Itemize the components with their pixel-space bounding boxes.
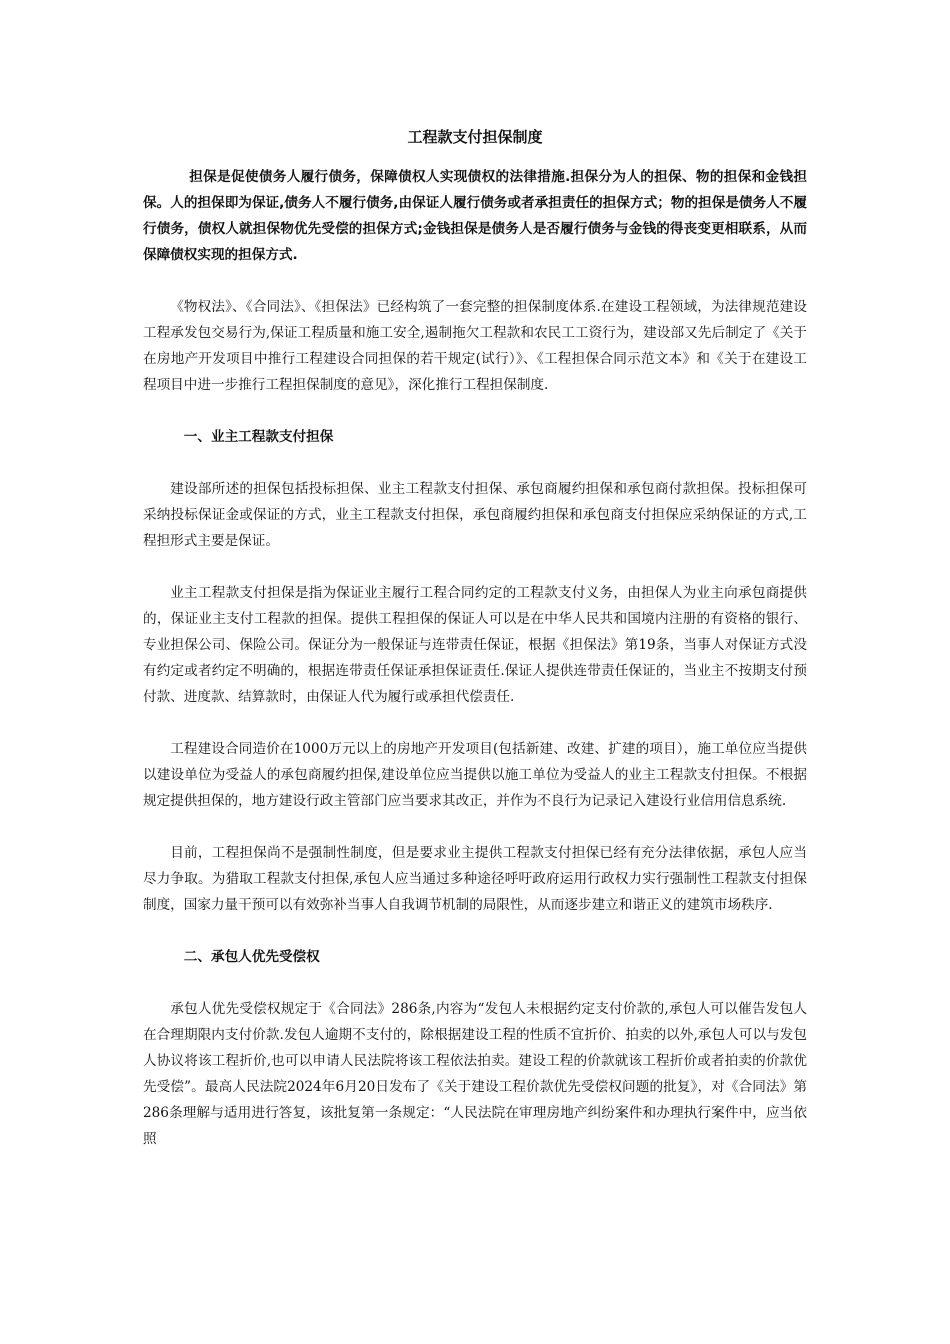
paragraph-gap <box>143 398 807 424</box>
paragraph-gap <box>143 710 807 736</box>
intro-paragraph: 担保是促使债务人履行债务，保障债权人实现债权的法律措施.担保分为人的担保、物的担保和金钱担保。人的担保即为保证,债务人不履行债务,由保证人履行债务或者承担责任的担保方式；物的担保是债务人不履行债务，债权人就担保物优先受偿的担保方式;金钱担保是债务人是否履行债务与金钱的得丧变更相联系，从而保障债权实现的担保方式. <box>143 169 807 263</box>
document-title: 工程款支付担保制度 <box>407 128 543 146</box>
paragraph-gap <box>143 554 807 580</box>
section1-paragraph-1: 建设部所述的担保包括投标担保、业主工程款支付担保、承包商履约担保和承包商付款担保。投标担保可采纳投标保证金或保证的方式，业主工程款支付担保，承包商履约担保和承包商支付担保应采纳保证的方式,工程担形式主要是保证。 <box>143 481 807 549</box>
paragraph-gap <box>143 268 807 294</box>
paragraph-gap <box>143 814 807 840</box>
section1-paragraph-2: 业主工程款支付担保是指为保证业主履行工程合同约定的工程款支付义务，由担保人为业主向承包商提供的，保证业主支付工程款的担保。提供工程担保的保证人可以是在中华人民共和国境内注册的有资格的银行、专业担保公司、保险公司。保证分为一般保证与连带责任保证，根据《担保法》第19条，当事人对保证方式没有约定或者约定不明确的，根据连带责任保证承担保证责任.保证人提供连带责任保证的，当业主不按期支付预付款、进度款、结算款时，由保证人代为履行或承担代偿责任. <box>143 585 807 705</box>
section2-heading: 二、承包人优先受偿权 <box>183 949 320 965</box>
paragraph-gap <box>143 450 807 476</box>
paragraph-gap <box>143 918 807 944</box>
section2-paragraph-1: 承包人优先受偿权规定于《合同法》286条,内容为“发包人未根据约定支付价款的,承包人可以催告发包人在合理期限内支付价款.发包人逾期不支付的，除根据建设工程的性质不宜折价、拍卖的以外,承包人可以与发包人协议将该工程折价,也可以申请人民法院将该工程依法拍卖。建设工程的价款就该工程折价或者拍卖的价款优先受偿”。最高人民法院2024年6月20日发布了《关于建设工程价款优先受偿权问题的批复》，对《合同法》第286条理解与适用进行答复，该批复第一条规定：“人民法院在审理房地产纠纷案件和办理执行案件中，应当依照 <box>143 1001 807 1147</box>
paragraph-gap <box>143 970 807 996</box>
section1-heading: 一、业主工程款支付担保 <box>183 429 334 445</box>
laws-paragraph: 《物权法》、《合同法》、《担保法》已经构筑了一套完整的担保制度体系.在建设工程领域，为法律规范建设工程承发包交易行为,保证工程质量和施工安全,遏制拖欠工程款和农民工工资行为，建设部又先后制定了《关于在房地产开发项目中推行工程建设合同担保的若干规定(试行）》、《工程担保合同示范文本》和《关于在建设工程项目中进一步推行工程担保制度的意见》，深化推行工程担保制度. <box>143 299 807 393</box>
document-page <box>143 124 807 1152</box>
section1-paragraph-3: 工程建设合同造价在1000万元以上的房地产开发项目(包括新建、改建、扩建的项目），施工单位应当提供以建设单位为受益人的承包商履约担保,建设单位应当提供以施工单位为受益人的业主工程款支付担保。不根据规定提供担保的，地方建设行政主管部门应当要求其改正，并作为不良行为记录记入建设行业信用信息系统. <box>143 741 807 809</box>
section1-paragraph-4: 目前，工程担保尚不是强制性制度，但是要求业主提供工程款支付担保已经有充分法律依据，承包人应当尽力争取。为猎取工程款支付担保,承包人应当通过多种途径呼吁政府运用行政权力实行强制性工程款支付担保制度，国家力量干预可以有效弥补当事人自我调节机制的局限性，从而逐步建立和谐正义的建筑市场秩序. <box>143 845 807 913</box>
